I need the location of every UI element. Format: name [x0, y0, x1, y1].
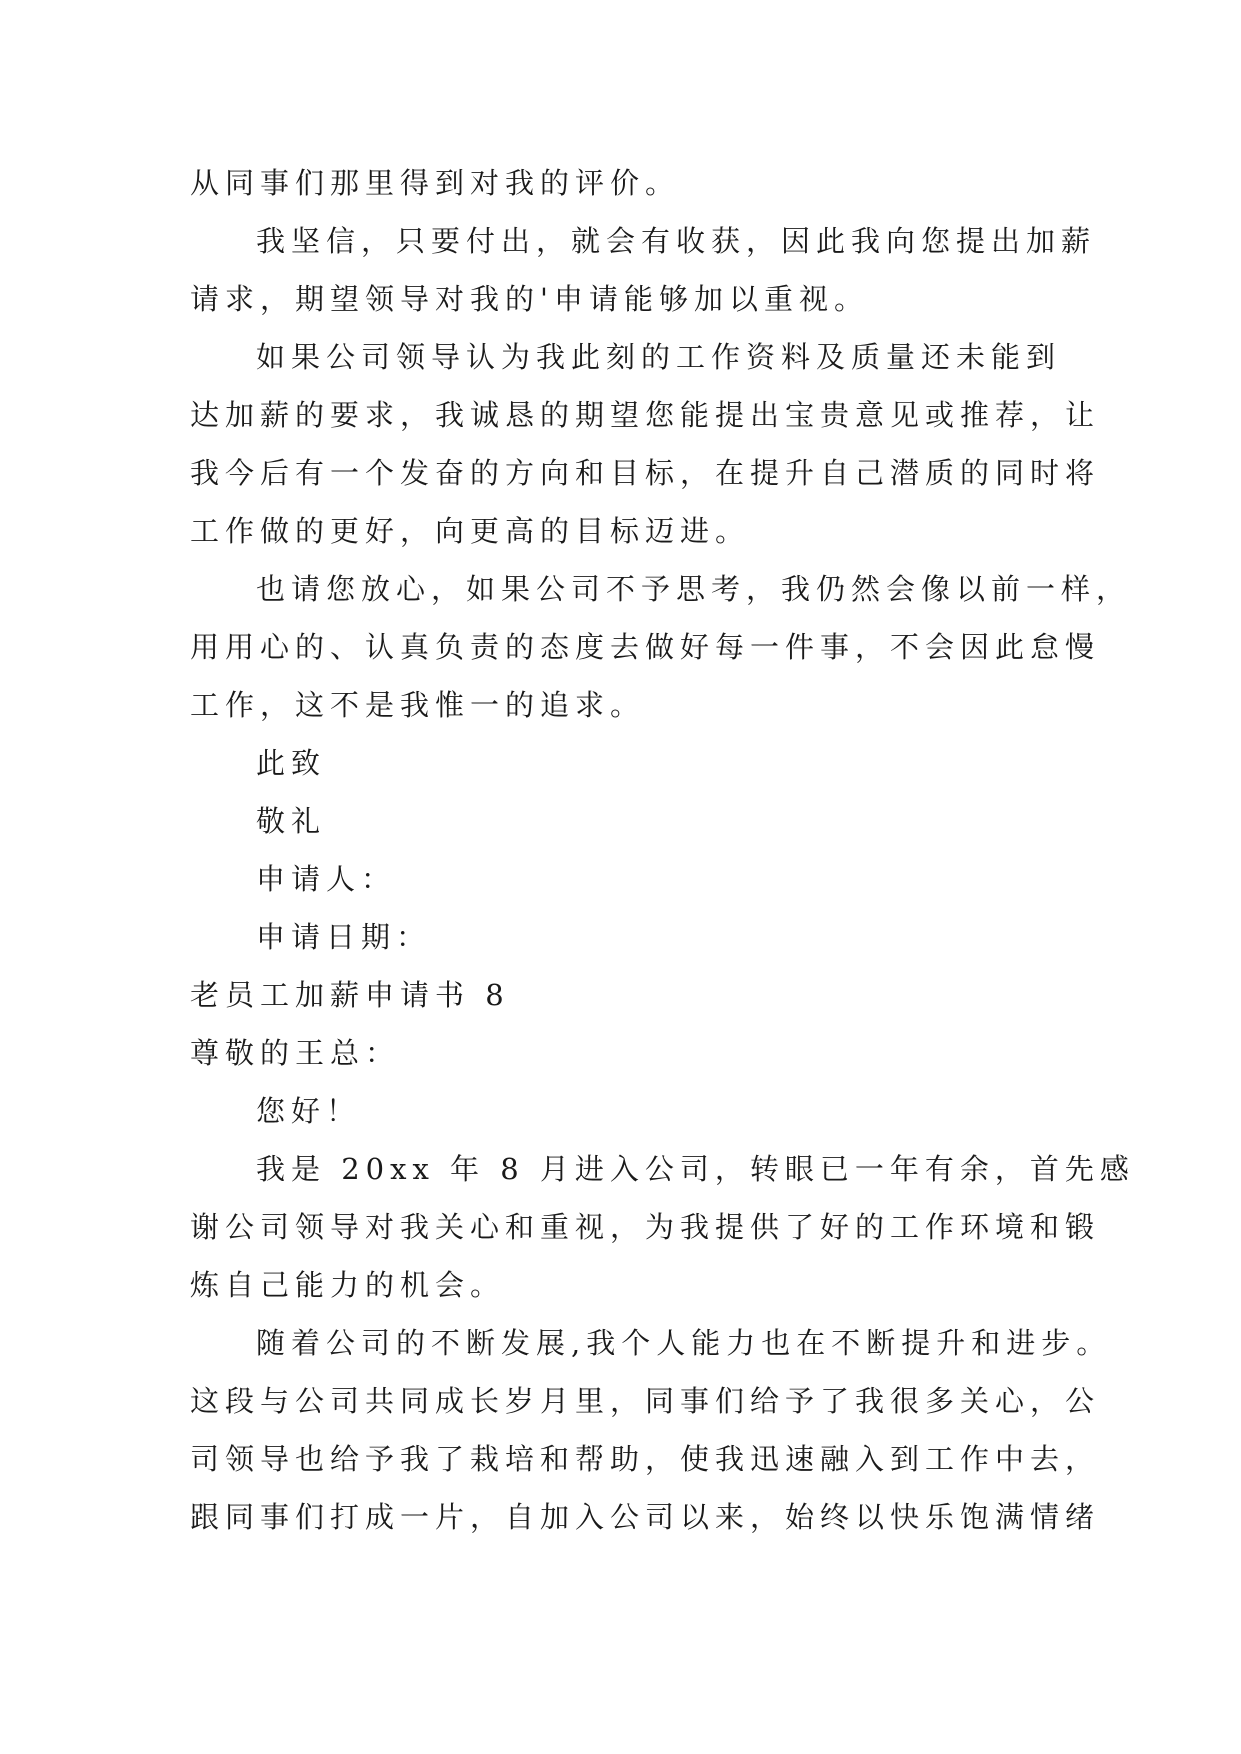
text-line: 谢公司领导对我关心和重视，为我提供了好的工作环境和锻 — [190, 1210, 1101, 1244]
text-line: 工作，这不是我惟一的追求。 — [190, 688, 646, 722]
text-line: 用用心的、认真负责的态度去做好每一件事，不会因此怠慢 — [190, 630, 1101, 664]
closing-line: 敬礼 — [256, 804, 327, 838]
text-line: 我今后有一个发奋的方向和目标，在提升自己潜质的同时将 — [190, 456, 1101, 490]
text-line: 司领导也给予我了栽培和帮助，使我迅速融入到工作中去， — [190, 1442, 1101, 1476]
paragraph-first-line: 我是 20xx 年 8 月进入公司，转眼已一年有余，首先感 — [256, 1152, 1135, 1186]
paragraph-first-line: 也请您放心，如果公司不予思考，我仍然会像以前一样， — [256, 572, 1132, 606]
applicant-label: 申请人： — [256, 862, 397, 896]
closing-line: 此致 — [256, 746, 327, 780]
section-title: 老员工加薪申请书 8 — [190, 978, 510, 1012]
text-line: 炼自己能力的机会。 — [190, 1268, 506, 1302]
document-body — [190, 154, 1135, 1546]
application-date-label: 申请日期： — [256, 920, 432, 954]
text-line: 跟同事们打成一片，自加入公司以来，始终以快乐饱满情绪 — [190, 1500, 1101, 1534]
text-line: 请求，期望领导对我的'申请能够加以重视。 — [190, 282, 869, 316]
paragraph-first-line: 随着公司的不断发展,我个人能力也在不断提升和进步。 — [256, 1326, 1112, 1360]
paragraph-first-line: 我坚信，只要付出，就会有收获，因此我向您提出加薪 — [256, 224, 1097, 258]
salutation: 尊敬的王总： — [190, 1036, 401, 1070]
text-line: 达加薪的要求，我诚恳的期望您能提出宝贵意见或推荐，让 — [190, 398, 1101, 432]
text-line: 这段与公司共同成长岁月里，同事们给予了我很多关心，公 — [190, 1384, 1101, 1418]
text-line: 工作做的更好，向更高的目标迈进。 — [190, 514, 751, 548]
text-line: 从同事们那里得到对我的评价。 — [190, 166, 681, 200]
paragraph-first-line: 如果公司领导认为我此刻的工作资料及质量还未能到 — [256, 340, 1062, 374]
greeting: 您好！ — [256, 1094, 362, 1128]
